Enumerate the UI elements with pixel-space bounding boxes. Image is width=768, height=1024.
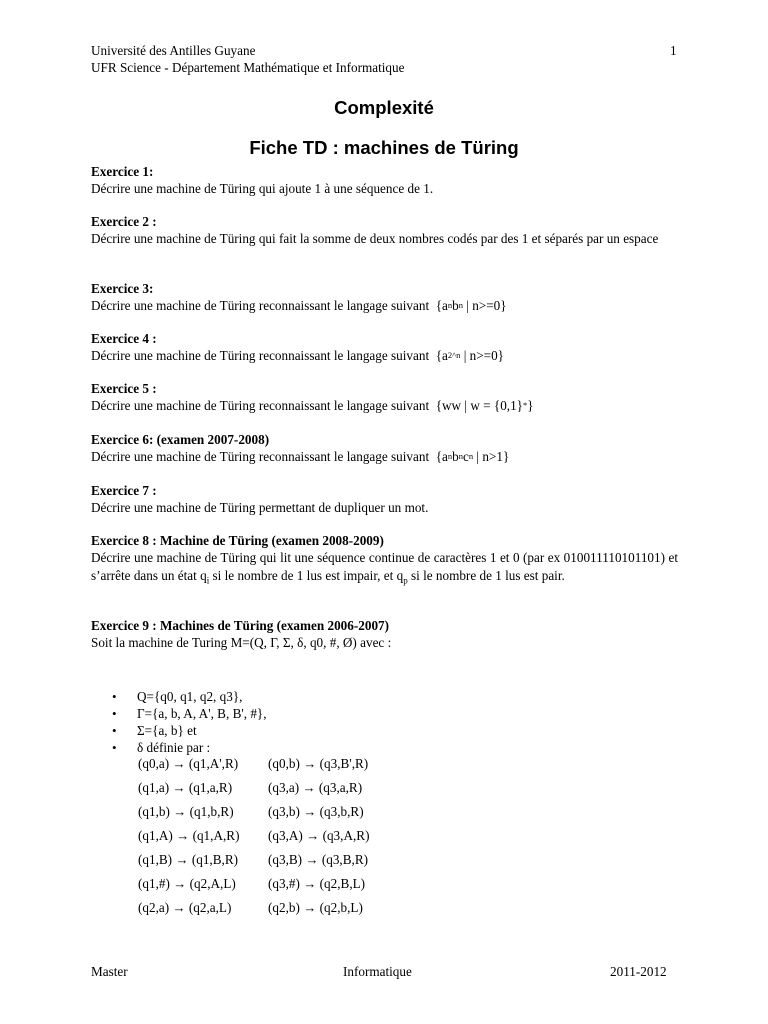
exercise-6-title: Exercice 6: (examen 2007-2008) bbox=[91, 432, 270, 447]
transition-row bbox=[138, 851, 369, 875]
state-subscript: p bbox=[403, 575, 408, 586]
list-item-text: Q={q0, q1, q2, q3}, bbox=[137, 689, 243, 704]
lang-exponent: * bbox=[523, 400, 528, 410]
definition-list bbox=[112, 688, 267, 756]
bullet-icon: • bbox=[112, 740, 117, 755]
transition-right: (q2,b) → (q2,b,L) bbox=[268, 900, 363, 915]
transition-right: (q3,b) → (q3,b,R) bbox=[268, 804, 364, 819]
lang-exponent: n bbox=[447, 300, 453, 310]
transition-left: (q1,a) → (q1,a,R) bbox=[138, 780, 233, 795]
lang-part: c bbox=[462, 449, 469, 464]
list-item-text: Γ={a, b, A, A', B, B', #}, bbox=[137, 706, 267, 721]
footer-center: Informatique bbox=[343, 964, 412, 979]
exercise-7 bbox=[91, 482, 678, 516]
lang-part: {a bbox=[435, 348, 448, 363]
exercise-6-language bbox=[436, 449, 510, 464]
page-number: 1 bbox=[670, 43, 677, 58]
exercise-7-title: Exercice 7 : bbox=[91, 483, 157, 498]
lang-exponent: n bbox=[468, 451, 474, 461]
exercise-1-title: Exercice 1: bbox=[91, 164, 154, 179]
lang-part: b bbox=[452, 449, 459, 464]
exercise-4-language bbox=[436, 348, 504, 363]
exercise-2-title: Exercice 2 : bbox=[91, 214, 157, 229]
transition-row bbox=[138, 827, 369, 851]
exercise-8-text-part: si le nombre de 1 lus est impair, et q bbox=[209, 568, 404, 583]
transition-left: (q1,B) → (q1,B,R) bbox=[138, 852, 239, 867]
lang-exponent: 2^n bbox=[447, 350, 461, 360]
transition-right: (q3,#) → (q2,B,L) bbox=[268, 876, 366, 891]
lang-part: | n>=0} bbox=[462, 298, 507, 313]
transition-row bbox=[138, 803, 369, 827]
transition-left: (q1,#) → (q2,A,L) bbox=[138, 876, 236, 891]
exercise-4-text bbox=[91, 347, 678, 364]
exercise-8-text-part: Décrire une machine de Türing qui lit une séquence continue de caractères 1 et 0 (par ex 010011110101101) et s’arrête dans un état q bbox=[91, 550, 678, 583]
exercise-9-intro: Soit la machine de Turing M=(Q, Γ, Σ, δ, q0, #, Ø) avec : bbox=[91, 635, 392, 650]
transition-right: (q3,a) → (q3,a,R) bbox=[268, 780, 363, 795]
list-item bbox=[112, 688, 267, 705]
header-department: UFR Science - Département Mathématique et Informatique bbox=[91, 60, 405, 75]
transition-row bbox=[138, 755, 369, 779]
lang-part: } bbox=[527, 398, 534, 413]
transition-row bbox=[138, 899, 369, 923]
lang-part: | n>=0} bbox=[460, 348, 505, 363]
exercise-6-text bbox=[91, 448, 678, 465]
exercise-5-text bbox=[91, 397, 678, 414]
exercise-1-text: Décrire une machine de Türing qui ajoute 1 à une séquence de 1. bbox=[91, 181, 434, 196]
exercise-8-text-part: si le nombre de 1 lus est pair. bbox=[407, 568, 565, 583]
bullet-icon: • bbox=[112, 706, 117, 721]
transition-row bbox=[138, 875, 369, 899]
bullet-icon: • bbox=[112, 689, 117, 704]
exercise-5-statement: Décrire une machine de Türing reconnaissant le langage suivant bbox=[91, 398, 430, 413]
exercise-6 bbox=[91, 431, 678, 465]
exercise-6-statement: Décrire une machine de Türing reconnaissant le langage suivant bbox=[91, 449, 430, 464]
lang-exponent: n bbox=[447, 451, 453, 461]
exercise-5 bbox=[91, 380, 678, 414]
lang-part: b bbox=[452, 298, 459, 313]
exercise-7-text: Décrire une machine de Türing permettant de dupliquer un mot. bbox=[91, 500, 429, 515]
exercise-1 bbox=[91, 163, 678, 197]
exercise-3-language bbox=[436, 298, 507, 313]
transition-left: (q1,b) → (q1,b,R) bbox=[138, 804, 234, 819]
transition-right: (q3,A) → (q3,A,R) bbox=[268, 828, 370, 843]
lang-part: {a bbox=[435, 449, 448, 464]
header-university: Université des Antilles Guyane bbox=[91, 43, 256, 58]
exercise-8-title: Exercice 8 : Machine de Türing (examen 2008-2009) bbox=[91, 533, 384, 548]
bullet-icon: • bbox=[112, 723, 117, 738]
lang-exponent: n bbox=[458, 451, 463, 461]
exercise-8-text bbox=[91, 549, 678, 590]
state-subscript: i bbox=[206, 575, 210, 586]
exercise-3-statement: Décrire une machine de Türing reconnaissant le langage suivant bbox=[91, 298, 430, 313]
exercise-3-text bbox=[91, 297, 678, 314]
exercise-9-title: Exercice 9 : Machines de Türing (examen 2006-2007) bbox=[91, 618, 390, 633]
title-main: Complexité bbox=[334, 97, 434, 118]
exercise-2 bbox=[91, 213, 678, 248]
lang-exponent: n bbox=[458, 300, 463, 310]
footer-left: Master bbox=[91, 964, 128, 979]
transition-right: (q0,b) → (q3,B',R) bbox=[268, 756, 369, 771]
list-item bbox=[112, 722, 267, 739]
transition-left: (q1,A) → (q1,A,R) bbox=[138, 828, 240, 843]
list-item-text: δ définie par : bbox=[137, 740, 211, 755]
list-item bbox=[112, 739, 267, 756]
lang-part: | n>1} bbox=[473, 449, 510, 464]
lang-part: {ww | w = {0,1} bbox=[435, 398, 524, 413]
exercise-5-title: Exercice 5 : bbox=[91, 381, 157, 396]
transition-table bbox=[138, 755, 369, 923]
transition-left: (q0,a) → (q1,A',R) bbox=[138, 756, 239, 771]
list-item bbox=[112, 705, 267, 722]
exercise-9 bbox=[91, 617, 678, 651]
transition-left: (q2,a) → (q2,a,L) bbox=[138, 900, 232, 915]
exercise-4 bbox=[91, 330, 678, 364]
list-item-text: Σ={a, b} et bbox=[137, 723, 197, 738]
exercise-2-text: Décrire une machine de Türing qui fait la somme de deux nombres codés par des 1 et séparés par un espace bbox=[91, 231, 659, 246]
title-sub: Fiche TD : machines de Türing bbox=[249, 137, 519, 158]
exercise-4-title: Exercice 4 : bbox=[91, 331, 157, 346]
exercise-3 bbox=[91, 280, 678, 314]
exercise-3-title: Exercice 3: bbox=[91, 281, 154, 296]
exercise-4-statement: Décrire une machine de Türing reconnaissant le langage suivant bbox=[91, 348, 430, 363]
footer-right: 2011-2012 bbox=[610, 964, 667, 979]
transition-row bbox=[138, 779, 369, 803]
exercise-5-language bbox=[436, 398, 534, 413]
transition-right: (q3,B) → (q3,B,R) bbox=[268, 852, 369, 867]
lang-part: {a bbox=[435, 298, 448, 313]
exercise-8 bbox=[91, 532, 678, 590]
